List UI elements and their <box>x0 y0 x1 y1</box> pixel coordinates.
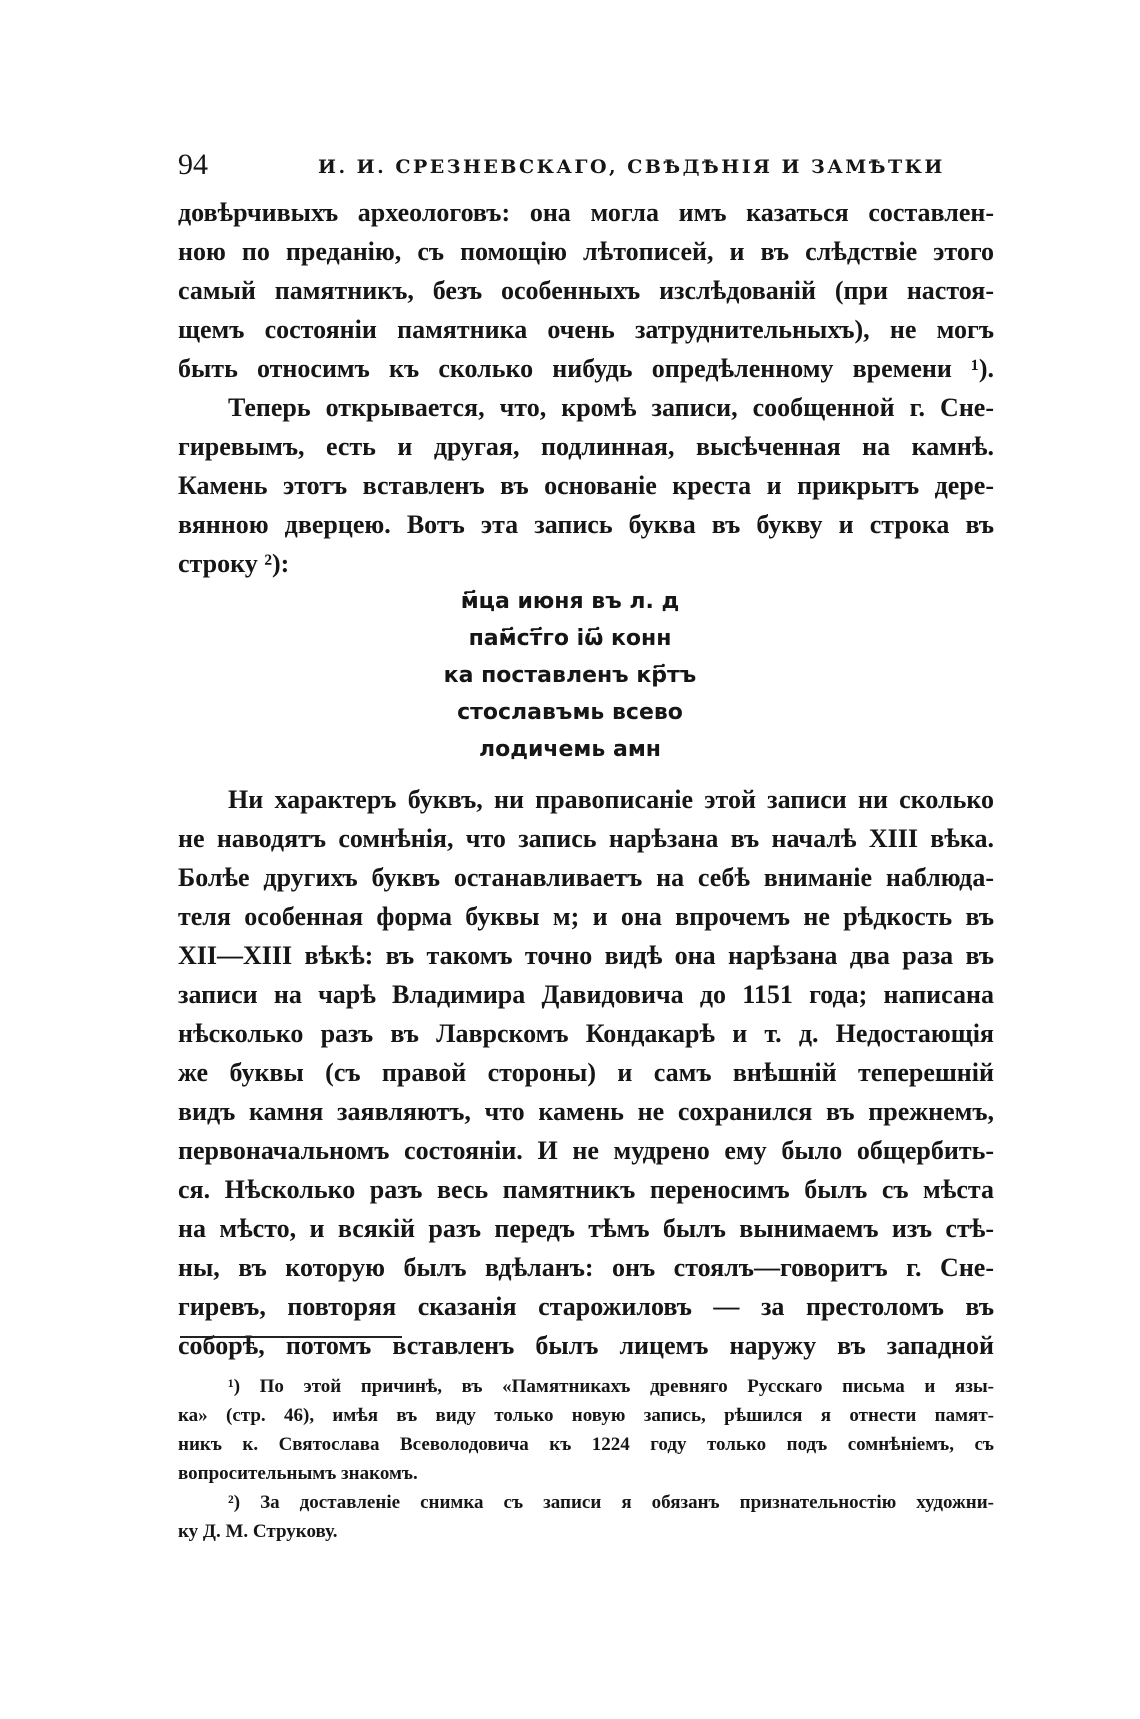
footnote-separator <box>180 1336 402 1338</box>
text-line: Камень этотъ вставленъ въ основаніе креста и прикрытъ дере- <box>178 471 994 500</box>
text-line: быть относимъ къ сколько нибудь опредѣленному времени ¹). <box>178 354 994 383</box>
text-line: Ни характеръ буквъ, ни правописаніе этой записи ни сколько <box>228 785 994 814</box>
text-line: не наводятъ сомнѣнія, что запись нарѣзана въ началѣ XIII вѣка. <box>178 824 994 853</box>
text-line: довѣрчивыхъ археологовъ: она могла имъ казаться составлен- <box>178 198 994 227</box>
inscription-line: ка поставленъ кр҃тъ <box>443 663 697 688</box>
running-title: И. И. СРЕЗНЕВСКАГО, СВѢДѢНІЯ И ЗАМѢТКИ <box>318 156 945 178</box>
footnote-line: ка» (стр. 46), имѣя въ виду только новую запись, рѣшился я отнести памят- <box>178 1405 994 1426</box>
text-line: нѣсколько разъ въ Лаврскомъ Кондакарѣ и т. д. Недостающія <box>178 1019 994 1048</box>
footnote-line: ку Д. М. Струкову. <box>178 1521 338 1542</box>
footnote-2 <box>178 1488 994 1546</box>
footnote-line: ²) За доставленіе снимка съ записи я обязанъ признательностію художни- <box>228 1492 994 1513</box>
footnote-1 <box>178 1372 994 1488</box>
text-line: гиревъ, повторяя сказанія старожиловъ — за престоломъ въ <box>178 1292 994 1321</box>
footnote-line: никъ к. Святослава Всеволодовича къ 1224 году только подъ сомнѣніемъ, съ <box>178 1434 994 1455</box>
text-line: ся. Нѣсколько разъ весь памятникъ переносимъ былъ съ мѣста <box>178 1175 994 1204</box>
page-number: 94 <box>178 148 208 181</box>
page-header <box>178 148 998 188</box>
text-line: ны, въ которую былъ вдѣланъ: онъ стоялъ—говоритъ г. Сне- <box>178 1253 994 1282</box>
text-line: XII—XIII вѣкѣ: въ такомъ точно видѣ она нарѣзана два раза въ <box>178 941 994 970</box>
text-line: вянною дверцею. Вотъ эта запись буква въ букву и строка въ <box>178 510 994 539</box>
stone-inscription <box>0 583 1140 768</box>
paragraph-1 <box>178 193 994 388</box>
text-line: гиревымъ, есть и другая, подлинная, высѣченная на камнѣ. <box>178 432 994 461</box>
text-line: Болѣе другихъ буквъ останавливаетъ на себѣ вниманіе наблюда- <box>178 863 994 892</box>
text-line: видъ камня заявляютъ, что камень не сохранился въ прежнемъ, <box>178 1097 994 1126</box>
text-line: на мѣсто, и всякій разъ передъ тѣмъ былъ вынимаемъ изъ стѣ- <box>178 1214 994 1243</box>
text-line: первоначальномъ состояніи. И не мудрено ему было общербить- <box>178 1136 994 1165</box>
text-line: же буквы (съ правой стороны) и самъ внѣшній теперешній <box>178 1058 994 1087</box>
inscription-line: лодичемь амн <box>478 737 661 762</box>
inscription-line: стославъмь всево <box>457 700 683 725</box>
paragraph-3 <box>178 780 994 1365</box>
text-line: теля особенная форма буквы м; и она впрочемъ не рѣдкость въ <box>178 902 994 931</box>
inscription-line: пам҃ст҃го іѡ҃ конн <box>468 626 672 651</box>
inscription-line: м҃ца июня въ л. д <box>460 589 680 614</box>
text-line: Теперь открывается, что, кромѣ записи, сообщенной г. Сне- <box>228 393 994 422</box>
text-line: ною по преданію, съ помощію лѣтописей, и въ слѣдствіе этого <box>178 237 994 266</box>
footnotes <box>178 1372 994 1546</box>
footnote-line: вопросительнымъ знакомъ. <box>178 1463 418 1484</box>
text-line: строку ²): <box>178 549 290 578</box>
text-line: щемъ состояніи памятника очень затруднительныхъ), не могъ <box>178 315 994 344</box>
footnote-line: ¹) По этой причинѣ, въ «Памятникахъ древняго Русскаго письма и язы- <box>228 1376 994 1397</box>
text-line: соборѣ, потомъ вставленъ былъ лицемъ наружу въ западной <box>178 1331 994 1360</box>
paragraph-2 <box>178 388 994 583</box>
text-line: самый памятникъ, безъ особенныхъ изслѣдованій (при настоя- <box>178 276 994 305</box>
text-line: записи на чарѣ Владимира Давидовича до 1151 года; написана <box>178 980 994 1009</box>
